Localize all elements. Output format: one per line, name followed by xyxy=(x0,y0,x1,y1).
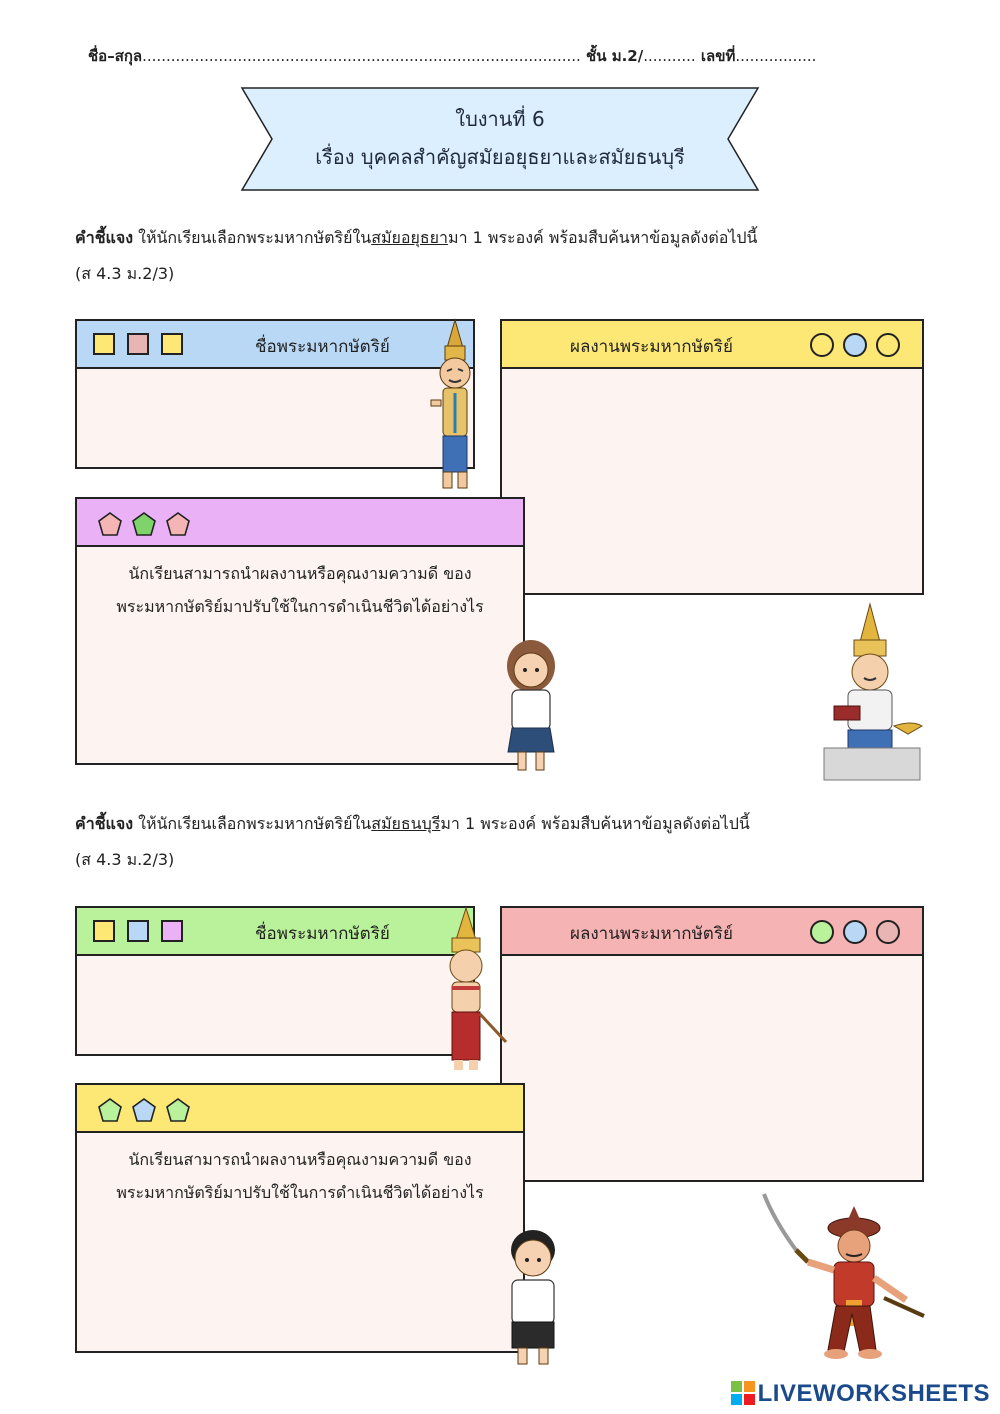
king-works-box-2[interactable] xyxy=(500,906,924,1182)
reflection-header-1 xyxy=(77,499,523,547)
worksheet-title xyxy=(240,100,760,176)
girl-student-cartoon xyxy=(498,638,564,778)
boy-student-cartoon xyxy=(500,1226,566,1368)
liveworksheets-logo xyxy=(731,1380,990,1408)
king-works-title: ผลงานพระมหากษัตริย์ xyxy=(570,337,733,357)
yellow-circle-icon xyxy=(876,333,900,357)
question-line: พระมหากษัตริย์มาปรับใช้ในการดำเนินชีวิตได้อย่างไร xyxy=(116,597,484,616)
blue-pentagon-icon xyxy=(131,1097,157,1123)
instruction-pre: ให้นักเรียนเลือกพระมหากษัตริย์ใน xyxy=(133,228,372,247)
question-line: นักเรียนสามารถนำผลงานหรือคุณงามความดี ของ xyxy=(128,1150,472,1169)
yellow-circle-icon xyxy=(810,333,834,357)
king-works-header-1 xyxy=(502,321,922,369)
liveworksheets-logo-icon xyxy=(731,1381,755,1405)
instruction-thonburi xyxy=(75,808,935,876)
pink-pentagon-icon xyxy=(165,511,191,537)
question-line: นักเรียนสามารถนำผลงานหรือคุณงามความดี ของ xyxy=(128,564,472,583)
instruction-label: คำชี้แจง xyxy=(75,228,134,247)
king-name-header-1 xyxy=(77,321,473,369)
name-blank[interactable]: ............................................................................................ xyxy=(142,47,581,65)
pink-pentagon-icon xyxy=(97,511,123,537)
yellow-square-icon xyxy=(93,333,115,355)
yellow-square-icon xyxy=(161,333,183,355)
king-works-box-1[interactable] xyxy=(500,319,924,595)
king-name-box-2[interactable] xyxy=(75,906,475,1056)
student-info-line xyxy=(88,44,908,68)
liveworksheets-logo-text: LIVEWORKSHEETS xyxy=(757,1380,990,1407)
reflection-box-1[interactable] xyxy=(75,497,525,765)
seated-king-cartoon xyxy=(822,602,926,782)
green-pentagon-icon xyxy=(165,1097,191,1123)
question-line: พระมหากษัตริย์มาปรับใช้ในการดำเนินชีวิตได้อย่างไร xyxy=(116,1183,484,1202)
ayutthaya-king-cartoon xyxy=(425,318,485,493)
king-name-title: ชื่อพระมหากษัตริย์ xyxy=(255,337,390,357)
thonburi-royal-cartoon xyxy=(436,906,510,1072)
number-blank[interactable]: ................. xyxy=(735,47,817,65)
blue-square-icon xyxy=(127,920,149,942)
number-label: เลขที่ xyxy=(700,47,736,65)
standard-code: (ส 4.3 ม.2/3) xyxy=(75,850,175,869)
green-circle-icon xyxy=(810,920,834,944)
reflection-question-2 xyxy=(77,1143,523,1209)
class-blank[interactable]: ........... xyxy=(643,47,696,65)
instruction-post: มา 1 พระองค์ พร้อมสืบค้นหาข้อมูลดังต่อไปนี้ xyxy=(448,228,758,247)
king-name-box-1[interactable] xyxy=(75,319,475,469)
king-works-title: ผลงานพระมหากษัตริย์ xyxy=(570,924,733,944)
king-name-header-2 xyxy=(77,908,473,956)
reflection-question-1 xyxy=(77,557,523,623)
standard-code: (ส 4.3 ม.2/3) xyxy=(75,264,175,283)
class-label: ชั้น ม.2/ xyxy=(586,47,644,65)
blue-circle-icon xyxy=(843,333,867,357)
green-pentagon-icon xyxy=(97,1097,123,1123)
blue-circle-icon xyxy=(843,920,867,944)
instruction-post: มา 1 พระองค์ พร้อมสืบค้นหาข้อมูลดังต่อไปนี้ xyxy=(440,814,750,833)
instruction-ayutthaya xyxy=(75,222,935,290)
purple-square-icon xyxy=(161,920,183,942)
yellow-square-icon xyxy=(93,920,115,942)
green-pentagon-icon xyxy=(131,511,157,537)
king-works-header-2 xyxy=(502,908,922,956)
instruction-era: สมัยธนบุรี xyxy=(371,814,441,833)
king-name-title: ชื่อพระมหากษัตริย์ xyxy=(255,924,390,944)
instruction-label: คำชี้แจง xyxy=(75,814,134,833)
worksheet-number: ใบงานที่ 6 xyxy=(455,107,545,131)
instruction-era: สมัยอยุธยา xyxy=(371,228,449,247)
king-taksin-sword-cartoon xyxy=(756,1190,926,1362)
name-label: ชื่อ–สกุล xyxy=(88,47,143,65)
pink-circle-icon xyxy=(876,920,900,944)
reflection-header-2 xyxy=(77,1085,523,1133)
worksheet-topic: เรื่อง บุคคลสำคัญสมัยอยุธยาและสมัยธนบุรี xyxy=(315,145,685,169)
instruction-pre: ให้นักเรียนเลือกพระมหากษัตริย์ใน xyxy=(133,814,372,833)
pink-square-icon xyxy=(127,333,149,355)
reflection-box-2[interactable] xyxy=(75,1083,525,1353)
